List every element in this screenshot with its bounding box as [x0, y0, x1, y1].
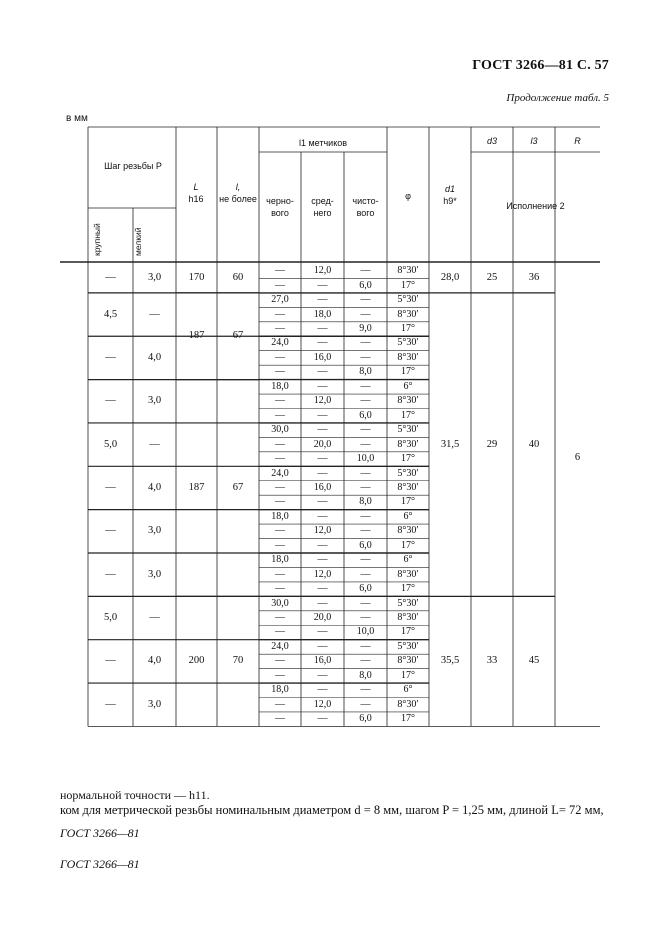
- rough-l1-cell: —: [275, 713, 285, 725]
- d1-label: d1: [444, 184, 455, 194]
- rough-l1-cell: 18,0: [271, 684, 289, 696]
- phi-cell: 6°: [403, 380, 413, 392]
- finish-l1-cell: 6,0: [359, 713, 372, 725]
- mid-l1-cell: —: [317, 496, 328, 508]
- finish-l1-cell: 9,0: [359, 323, 372, 334]
- col-R-header: R: [574, 136, 581, 146]
- phi-cell: 8°30′: [397, 351, 419, 363]
- coarse-pitch-cell: —: [105, 395, 116, 407]
- coarse-pitch-cell: —: [105, 655, 116, 667]
- mid-l1-cell: —: [317, 453, 328, 465]
- rough-l1-cell: 24,0: [271, 467, 289, 479]
- table-continuation: Продолжение табл. 5: [506, 92, 609, 104]
- mid-line2: него: [313, 208, 332, 218]
- finish-line2: вого: [356, 208, 375, 218]
- phi-cell: 5°30′: [397, 424, 419, 436]
- finish-l1-cell: —: [360, 568, 371, 580]
- l3-cell: 36: [528, 272, 540, 284]
- finish-line1: чисто-: [352, 196, 379, 206]
- rough-l1-cell: 24,0: [271, 337, 289, 349]
- phi-cell: 17°: [401, 713, 415, 725]
- col-fine-header: мелкий: [133, 227, 143, 256]
- mid-l1-cell: 18,0: [313, 308, 332, 320]
- rough-line2: вого: [271, 208, 289, 218]
- rough-l1-cell: —: [275, 265, 285, 277]
- finish-l1-cell: —: [360, 684, 371, 696]
- phi-cell: 8°30′: [397, 265, 419, 277]
- phi-cell: 6°: [403, 684, 413, 696]
- fine-pitch-cell: 4,0: [147, 481, 162, 493]
- rough-l1-cell: —: [275, 655, 285, 667]
- finish-l1-cell: 8,0: [359, 366, 372, 378]
- fine-pitch-cell: —: [149, 308, 160, 320]
- l3-cell: 40: [528, 438, 540, 450]
- fine-pitch-cell: —: [149, 438, 160, 450]
- rough-l1-cell: —: [275, 279, 285, 291]
- rough-l1-cell: 24,0: [271, 640, 289, 652]
- rough-l1-cell: —: [275, 525, 285, 537]
- rough-l1-cell: —: [275, 351, 285, 363]
- rough-l1-cell: —: [275, 395, 285, 407]
- coarse-pitch-cell: —: [105, 568, 116, 580]
- rough-l1-cell: —: [275, 453, 285, 465]
- col-pitch-header: Шаг резьбы P: [104, 161, 162, 171]
- finish-l1-cell: —: [360, 265, 371, 277]
- mid-l1-cell: —: [317, 669, 328, 681]
- finish-l1-cell: —: [360, 612, 371, 623]
- coarse-pitch-cell: —: [105, 698, 116, 710]
- mid-l1-cell: —: [317, 583, 328, 595]
- coarse-pitch-cell: 4,5: [103, 308, 118, 320]
- rough-l1-cell: —: [275, 612, 285, 623]
- rough-l1-cell: 18,0: [271, 510, 289, 522]
- d3-cell: 25: [486, 272, 498, 284]
- col-rough-header: [259, 195, 301, 219]
- mid-l1-cell: —: [317, 323, 328, 334]
- finish-l1-cell: 10,0: [356, 453, 375, 465]
- rough-l1-cell: —: [275, 539, 285, 551]
- col-coarse-header: крупный: [92, 223, 102, 256]
- col-mid-header: [301, 195, 344, 219]
- phi-cell: 17°: [401, 323, 415, 334]
- fine-pitch-cell: 3,0: [147, 395, 162, 407]
- rough-line1: черно-: [266, 196, 294, 206]
- col-l3-header: l3: [530, 136, 538, 146]
- rough-l1-cell: —: [275, 409, 285, 421]
- rough-l1-cell: —: [275, 481, 285, 493]
- mid-l1-cell: —: [317, 294, 328, 306]
- L-cell: 187: [188, 481, 205, 493]
- mid-l1-cell: 12,0: [313, 698, 332, 710]
- d1-cell: 35,5: [440, 655, 460, 667]
- phi-cell: 17°: [401, 626, 415, 638]
- rough-l1-cell: —: [275, 583, 285, 595]
- mid-l1-cell: 20,0: [313, 438, 332, 450]
- finish-l1-cell: 8,0: [359, 496, 372, 508]
- finish-l1-cell: —: [360, 395, 371, 407]
- fine-pitch-cell: 3,0: [147, 272, 162, 284]
- phi-cell: 8°30′: [397, 698, 419, 710]
- finish-l1-cell: —: [360, 481, 371, 493]
- phi-cell: 17°: [401, 496, 415, 508]
- mid-l1-cell: —: [317, 597, 328, 609]
- rough-l1-cell: —: [275, 669, 285, 681]
- l-cell: 60: [232, 272, 244, 284]
- phi-cell: 6°: [403, 510, 413, 522]
- rough-l1-cell: —: [275, 308, 285, 320]
- phi-cell: 5°30′: [397, 597, 419, 609]
- rough-l1-cell: —: [275, 323, 285, 334]
- rough-l1-cell: —: [275, 438, 285, 450]
- d1-cell: 28,0: [440, 272, 460, 284]
- phi-cell: 17°: [401, 366, 415, 378]
- L-label: L: [193, 182, 199, 192]
- variant-header: Исполнение 2: [506, 201, 565, 211]
- mid-l1-cell: —: [317, 554, 328, 566]
- rough-l1-cell: 30,0: [271, 424, 289, 436]
- finish-l1-cell: —: [360, 525, 371, 537]
- l3-cell: 45: [528, 655, 540, 667]
- rough-l1-cell: —: [275, 496, 285, 508]
- gost-reference-2: ГОСТ 3266—81: [60, 857, 140, 871]
- mid-l1-cell: 16,0: [313, 655, 332, 667]
- phi-cell: 17°: [401, 539, 415, 551]
- rough-l1-cell: —: [275, 568, 285, 580]
- rough-l1-cell: —: [275, 626, 285, 638]
- finish-l1-cell: —: [360, 351, 371, 363]
- l-max-label: не более: [219, 194, 257, 204]
- finish-l1-cell: —: [360, 597, 371, 609]
- finish-l1-cell: —: [360, 640, 371, 652]
- col-l-header: [217, 181, 259, 205]
- coarse-pitch-cell: —: [105, 351, 116, 363]
- phi-cell: 8°30′: [397, 395, 419, 407]
- mid-l1-cell: —: [317, 380, 328, 392]
- rough-l1-cell: 30,0: [271, 597, 289, 609]
- rough-l1-cell: 18,0: [271, 380, 289, 392]
- R-cell: 6: [574, 451, 581, 463]
- phi-cell: 5°30′: [397, 640, 419, 652]
- mid-l1-cell: —: [317, 366, 328, 378]
- mid-l1-cell: —: [317, 467, 328, 479]
- finish-l1-cell: 6,0: [359, 539, 372, 551]
- col-d3-header: d3: [486, 136, 497, 146]
- mid-l1-cell: 20,0: [313, 612, 332, 623]
- coarse-pitch-cell: 5,0: [103, 438, 118, 450]
- d1-cell: 31,5: [440, 438, 460, 450]
- finish-l1-cell: —: [360, 424, 371, 436]
- finish-l1-cell: —: [360, 510, 371, 522]
- phi-cell: 17°: [401, 669, 415, 681]
- phi-cell: 17°: [401, 279, 415, 291]
- fine-pitch-cell: 4,0: [147, 351, 162, 363]
- finish-l1-cell: —: [360, 698, 371, 710]
- fine-pitch-cell: —: [149, 612, 160, 624]
- rough-l1-cell: 27,0: [271, 294, 289, 306]
- finish-l1-cell: —: [360, 655, 371, 667]
- phi-cell: 8°30′: [397, 612, 419, 623]
- page-header: ГОСТ 3266—81 С. 57: [472, 58, 609, 73]
- d3-cell: 29: [486, 438, 498, 450]
- rough-l1-cell: —: [275, 366, 285, 378]
- finish-l1-cell: —: [360, 337, 371, 349]
- coarse-pitch-cell: —: [105, 272, 116, 284]
- L-cell: 170: [188, 272, 205, 284]
- mid-l1-cell: 16,0: [313, 481, 332, 493]
- phi-cell: 6°: [403, 554, 413, 566]
- fine-pitch-cell: 3,0: [147, 568, 162, 580]
- mid-l1-cell: —: [317, 684, 328, 696]
- phi-cell: 8°30′: [397, 308, 419, 320]
- rough-l1-cell: —: [275, 698, 285, 710]
- finish-l1-cell: 8,0: [359, 669, 372, 681]
- mid-l1-cell: —: [317, 424, 328, 436]
- col-phi-header: φ: [405, 191, 411, 201]
- finish-l1-cell: 6,0: [359, 409, 372, 421]
- fine-pitch-cell: 4,0: [147, 655, 162, 667]
- finish-l1-cell: 6,0: [359, 279, 372, 291]
- phi-cell: 8°30′: [397, 568, 419, 580]
- d1-tolerance: h9*: [443, 196, 457, 206]
- l-cell: 70: [232, 655, 244, 667]
- col-L-header: [176, 181, 216, 205]
- mid-l1-cell: —: [317, 279, 328, 291]
- mid-l1-cell: —: [317, 640, 328, 652]
- rough-l1-cell: 18,0: [271, 554, 289, 566]
- col-l1-group-header: l1 метчиков: [298, 138, 348, 148]
- mid-l1-cell: —: [317, 713, 328, 725]
- col-finish-header: [344, 195, 387, 219]
- phi-cell: 5°30′: [397, 337, 419, 349]
- coarse-pitch-cell: —: [105, 525, 116, 537]
- phi-cell: 17°: [401, 583, 415, 595]
- phi-cell: 17°: [401, 409, 415, 421]
- mid-l1-cell: —: [317, 539, 328, 551]
- mid-l1-cell: 12,0: [313, 568, 332, 580]
- finish-l1-cell: —: [360, 438, 371, 450]
- fine-pitch-cell: 3,0: [147, 698, 162, 710]
- finish-l1-cell: —: [360, 467, 371, 479]
- l-cell: 67: [232, 481, 244, 493]
- mid-line1: сред-: [311, 196, 334, 206]
- coarse-pitch-cell: —: [105, 481, 116, 493]
- mid-l1-cell: —: [317, 510, 328, 522]
- mid-l1-cell: 12,0: [313, 395, 332, 407]
- designation-example: ком для метрической резьбы номинальным диаметром d = 8 мм, шагом P = 1,25 мм, длиной L= 72 мм,: [60, 803, 604, 817]
- mid-l1-cell: —: [317, 409, 328, 421]
- d3-cell: 33: [486, 655, 498, 667]
- phi-cell: 8°30′: [397, 438, 419, 450]
- coarse-pitch-cell: 5,0: [103, 612, 118, 624]
- gost-reference-1: ГОСТ 3266—81: [60, 826, 140, 840]
- l-cell: 67: [232, 330, 244, 342]
- mid-l1-cell: —: [317, 337, 328, 349]
- mid-l1-cell: 16,0: [313, 351, 332, 363]
- fine-pitch-cell: 3,0: [147, 525, 162, 537]
- finish-l1-cell: 6,0: [359, 583, 372, 595]
- phi-cell: 8°30′: [397, 525, 419, 537]
- finish-l1-cell: —: [360, 554, 371, 566]
- phi-cell: 5°30′: [397, 467, 419, 479]
- finish-l1-cell: —: [360, 308, 371, 320]
- mid-l1-cell: 12,0: [313, 525, 332, 537]
- phi-cell: 8°30′: [397, 655, 419, 667]
- mid-l1-cell: 12,0: [313, 265, 332, 277]
- footnote-tolerance: нормальной точности — h11.: [60, 788, 210, 802]
- L-cell: 200: [188, 655, 205, 667]
- phi-cell: 8°30′: [397, 481, 419, 493]
- phi-cell: 5°30′: [397, 294, 419, 306]
- L-cell: 187: [188, 330, 205, 342]
- units-label: в мм: [66, 113, 88, 124]
- mid-l1-cell: —: [317, 626, 328, 638]
- col-d1-header: [429, 183, 471, 207]
- phi-cell: 17°: [401, 453, 415, 465]
- finish-l1-cell: —: [360, 380, 371, 392]
- finish-l1-cell: —: [360, 294, 371, 306]
- l-label: l,: [235, 182, 241, 192]
- L-tolerance: h16: [188, 194, 204, 204]
- finish-l1-cell: 10,0: [356, 626, 375, 638]
